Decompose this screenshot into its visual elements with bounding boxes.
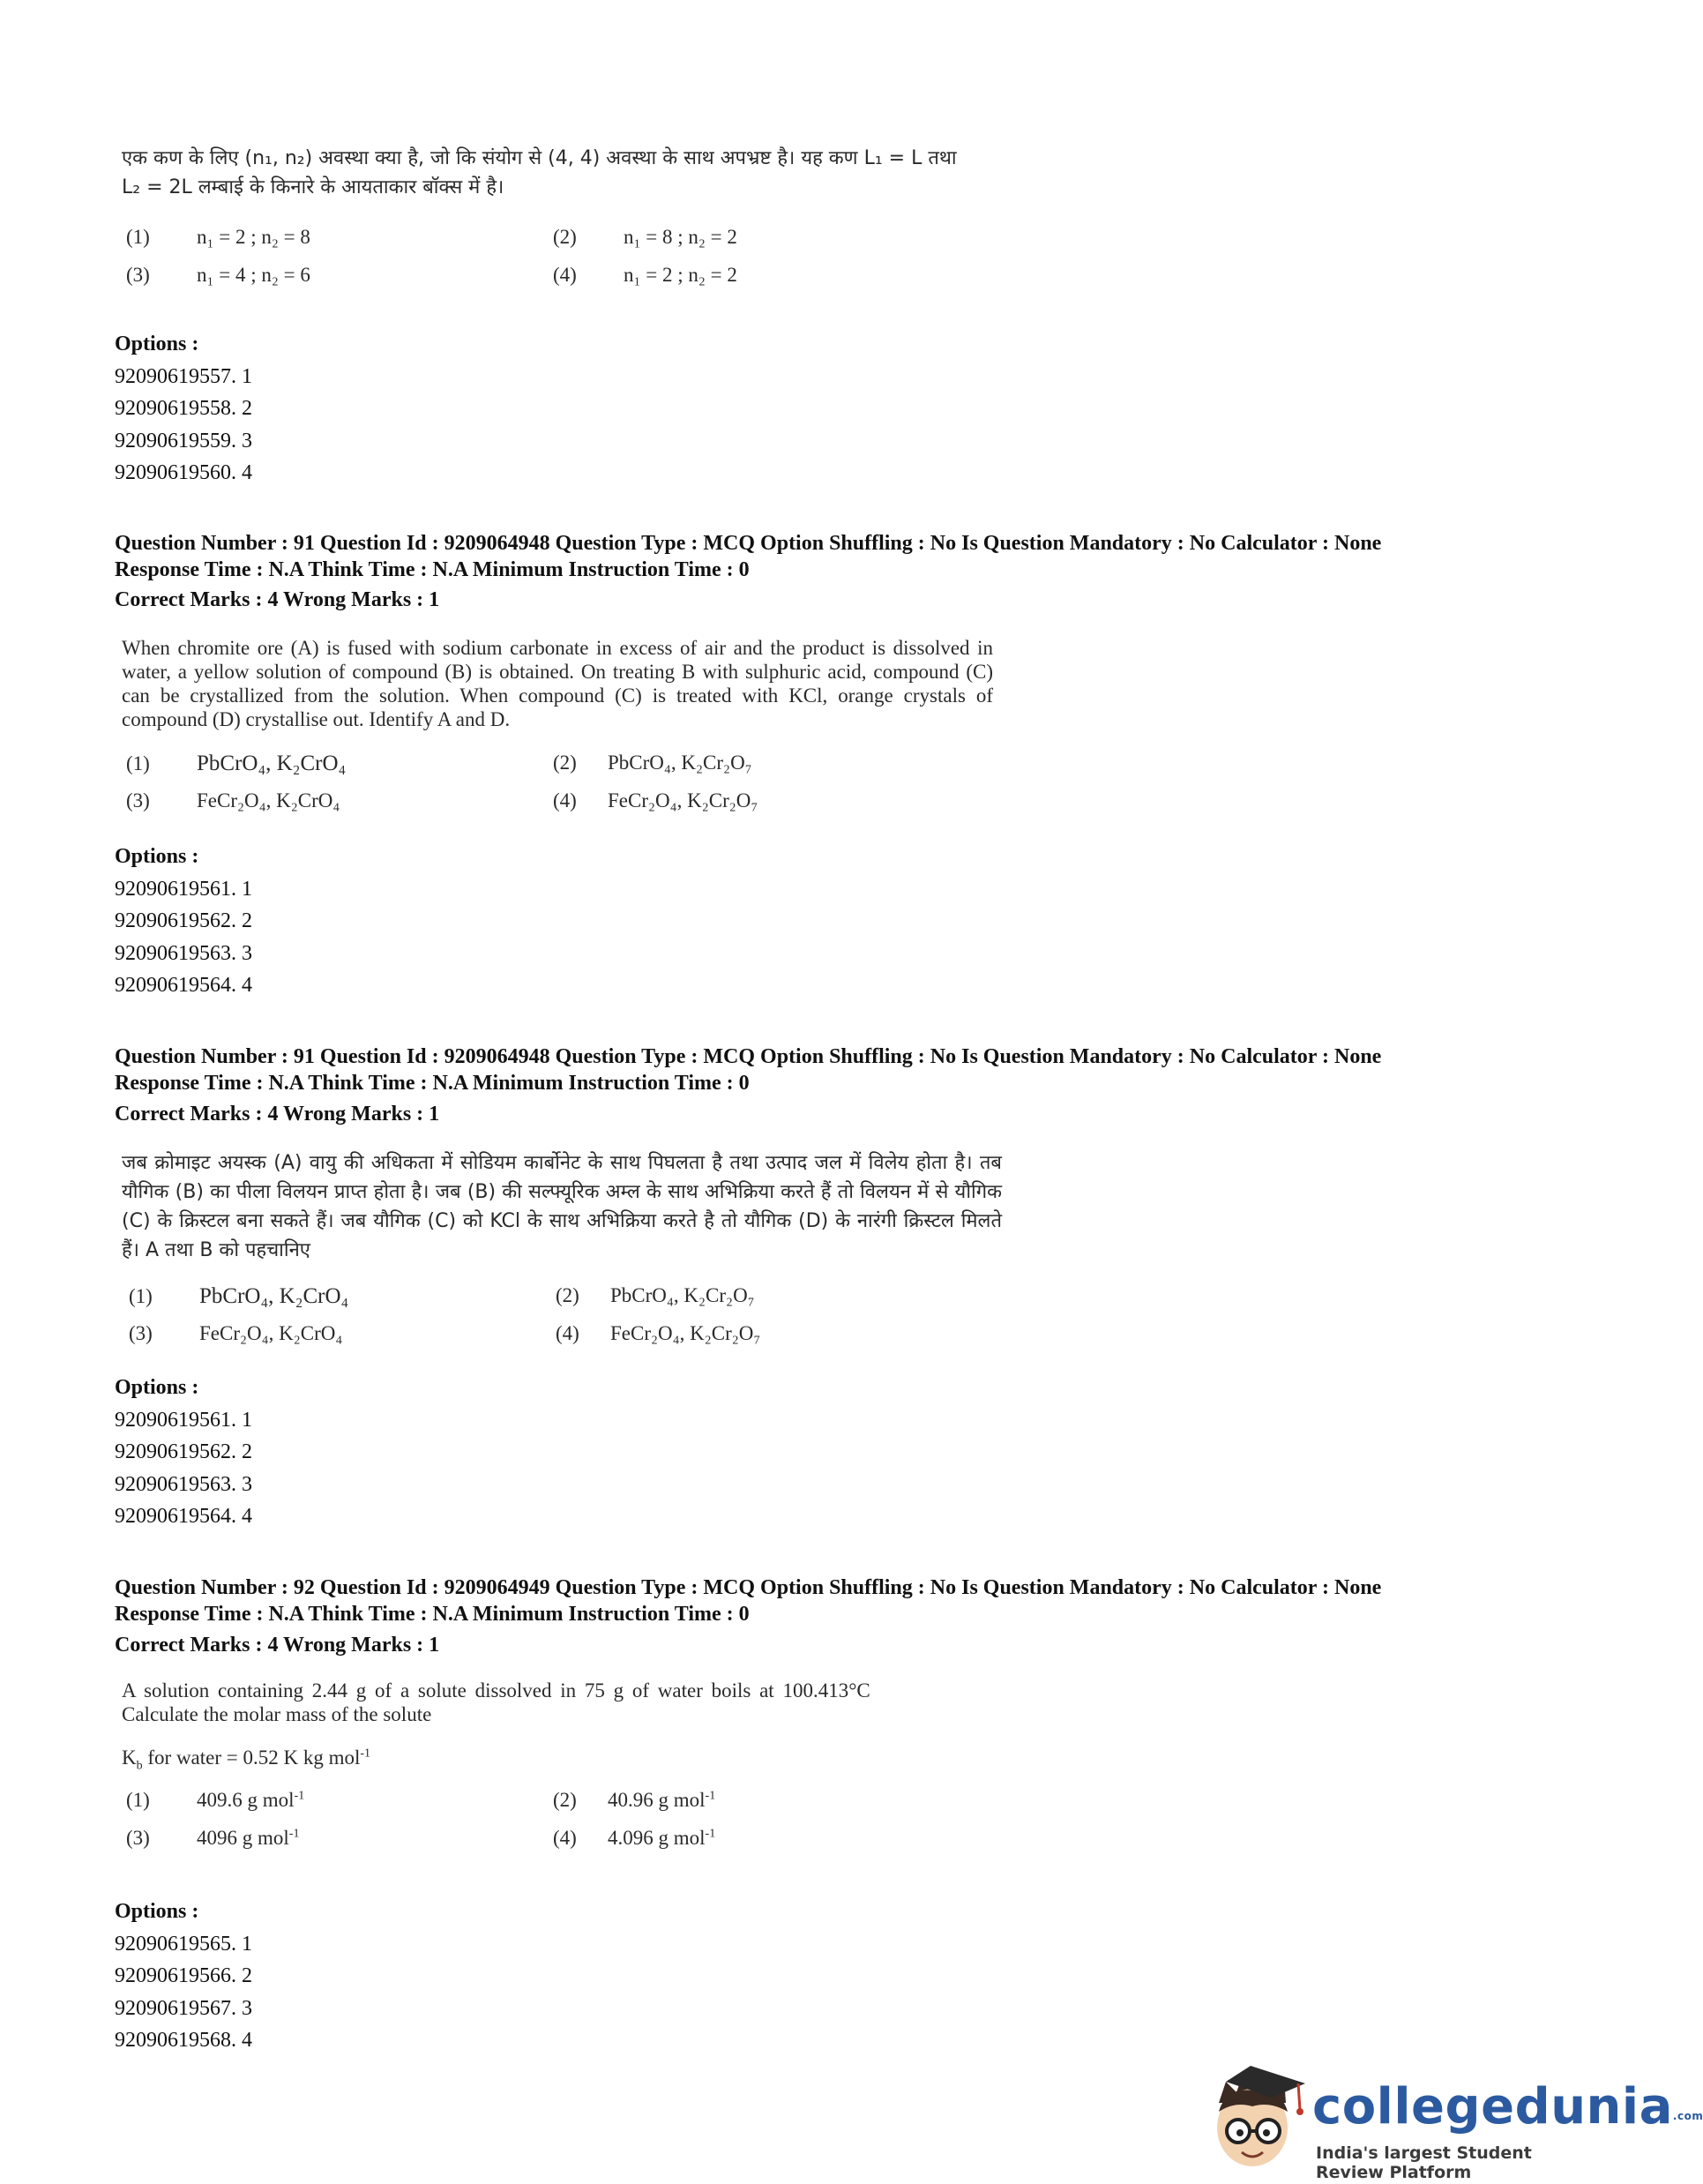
choice-2: (2) PbCrO₄, K₂Cr₂O₇ (556, 1284, 755, 1306)
options-heading: Options : (115, 333, 199, 355)
question-text: A solution containing 2.44 g of a solute dissolved in 75 g of water boils at 100.413°C Calculate the molar mass of the solute (122, 1679, 870, 1725)
choice-4: (4) FeCr₂O₄, K₂Cr₂O₇ (553, 789, 758, 812)
question-text: एक कण के लिए (n₁, n₂) अवस्था क्या है, जो कि संयोग से (4, 4) अवस्था के साथ अपभ्रष्ट है। यह कण L₁ = L तथा L₂ = 2L लम्बाई के किनारे के आयताकार बॉक्स में है। (122, 147, 957, 198)
mascot-icon (1199, 2057, 1314, 2180)
choice-3: (3) n₁ = 4 ; n₂ = 6 (126, 264, 310, 286)
marks-line: Correct Marks : 4 Wrong Marks : 1 (115, 588, 440, 611)
option-item: 92090619562. 2 (115, 1440, 252, 1463)
marks-line: Correct Marks : 4 Wrong Marks : 1 (115, 1634, 440, 1657)
option-item: 92090619566. 2 (115, 1964, 252, 1987)
option-item: 92090619568. 4 (115, 2029, 252, 2052)
question-text: When chromite ore (A) is fused with sodium carbonate in excess of air and the product is dissolved in water, a yellow solution of compound (B) is obtained. On treating B with sulphuric acid, compound (C) can be crystallized from the solution. When compound (C) is treated with KCl, orange crystals of compound (D) crystallise out. Identify A and D. (122, 637, 993, 730)
option-item: 92090619567. 3 (115, 1996, 252, 2020)
marks-line: Correct Marks : 4 Wrong Marks : 1 (115, 1103, 440, 1126)
option-item: 92090619561. 1 (115, 1408, 252, 1432)
option-item: 92090619563. 3 (115, 941, 252, 965)
choice-2: (2) 40.96 g mol$^{-1}$ (553, 1789, 716, 1811)
option-item: 92090619565. 1 (115, 1932, 252, 1956)
given-constant: $K_b$ for water = 0.52 K kg mol$^{-1}$ (122, 1746, 371, 1773)
question-meta: Question Number : 92 Question Id : 9209064949 Question Type : MCQ Option Shuffling : No Is Question Mandatory : No Calculator : None Response Time : N.A Think Time : N.A Minimum Instruction Time : 0 (115, 1576, 1382, 1626)
choice-4: (4) FeCr₂O₄, K₂Cr₂O₇ (556, 1322, 761, 1344)
option-item: 92090619561. 1 (115, 877, 252, 901)
choice-1: (1) PbCrO₄, K₂CrO₄ (129, 1284, 349, 1308)
question-text: जब क्रोमाइट अयस्क (A) वायु की अधिकता में सोडियम कार्बोनेट के साथ पिघलता है तथा उत्पाद जल में विलेय होता है। तब यौगिक (B) का पीला विलयन प्राप्त होता है। जब (B) की सल्फ्यूरिक अम्ल के साथ अभिक्रिया करते हैं तो विलयन में से यौगिक (C) के क्रिस्टल बना सकते हैं। जब यौगिक (C) को KCl के साथ अभिक्रिया करते है तो यौगिक (D) के नारंगी क्रिस्टल मिलते हैं। A तथा B को पहचानिए (122, 1152, 1002, 1261)
option-item: 92090619559. 3 (115, 429, 252, 453)
brand-name: collegedunia.com (1312, 2078, 1703, 2135)
options-heading: Options : (115, 1900, 199, 1923)
choice-3: (3) 4096 g mol$^{-1}$ (126, 1827, 300, 1849)
brand-tagline: India's largest Student Review Platform (1316, 2143, 1532, 2182)
choice-4: (4) n₁ = 2 ; n₂ = 2 (553, 264, 737, 286)
choice-2: (2) PbCrO₄, K₂Cr₂O₇ (553, 752, 752, 774)
choice-1: (1) PbCrO₄, K₂CrO₄ (126, 752, 347, 775)
choice-2: (2) n₁ = 8 ; n₂ = 2 (553, 226, 737, 248)
question-meta: Question Number : 91 Question Id : 9209064948 Question Type : MCQ Option Shuffling : No Is Question Mandatory : No Calculator : None Response Time : N.A Think Time : N.A Minimum Instruction Time : 0 (115, 532, 1382, 581)
choice-3: (3) FeCr₂O₄, K₂CrO₄ (129, 1322, 343, 1344)
choice-1: (1) n₁ = 2 ; n₂ = 8 (126, 226, 310, 248)
options-list (115, 1372, 252, 1533)
option-item: 92090619564. 4 (115, 1505, 252, 1528)
option-item: 92090619563. 3 (115, 1472, 252, 1496)
options-heading: Options : (115, 1376, 199, 1399)
options-heading: Options : (115, 845, 199, 868)
choice-4: (4) 4.096 g mol$^{-1}$ (553, 1827, 716, 1849)
option-item: 92090619564. 4 (115, 974, 252, 997)
choice-1: (1) 409.6 g mol$^{-1}$ (126, 1789, 305, 1811)
collegedunia-logo[interactable] (1199, 2057, 1703, 2182)
option-item: 92090619558. 2 (115, 397, 252, 420)
options-list (115, 841, 252, 1002)
option-item: 92090619560. 4 (115, 461, 252, 484)
options-list (115, 1896, 252, 2057)
choice-3: (3) FeCr₂O₄, K₂CrO₄ (126, 789, 340, 812)
options-list (115, 328, 252, 490)
option-item: 92090619557. 1 (115, 364, 252, 388)
option-item: 92090619562. 2 (115, 909, 252, 932)
question-meta: Question Number : 91 Question Id : 9209064948 Question Type : MCQ Option Shuffling : No Is Question Mandatory : No Calculator : None Response Time : N.A Think Time : N.A Minimum Instruction Time : 0 (115, 1045, 1382, 1095)
